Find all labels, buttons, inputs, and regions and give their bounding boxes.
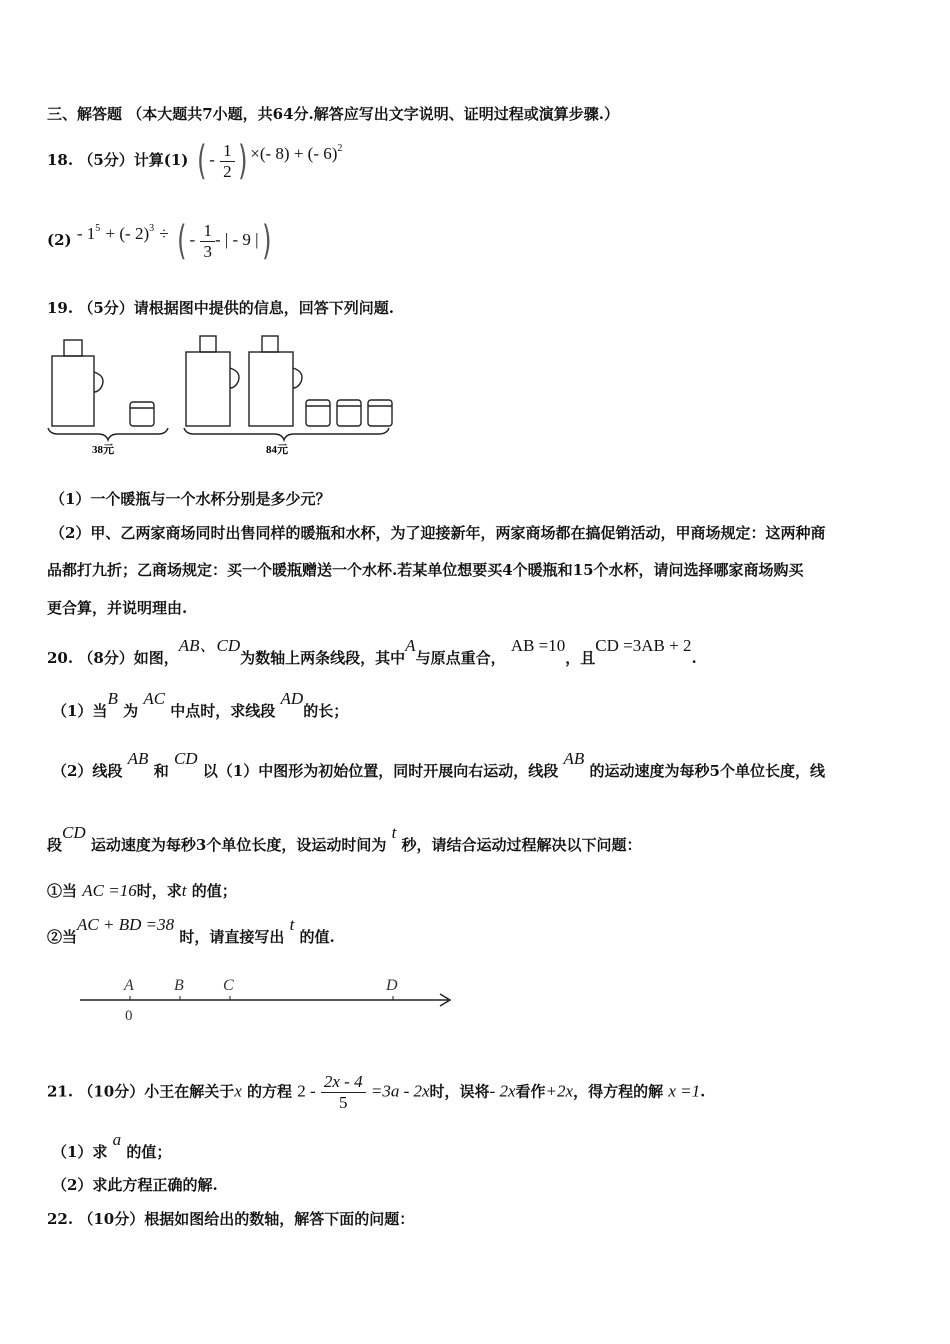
q20-math-a: A xyxy=(405,636,416,655)
q20-s3-text-c: 秒，请结合运动过程解决以下问题： xyxy=(401,836,642,854)
q21-text-5: ，得方程的解 xyxy=(573,1082,664,1101)
thermos-cup-figure xyxy=(44,330,404,460)
question-18 xyxy=(47,138,342,184)
q21-text-3: 时，误将 xyxy=(429,1082,490,1101)
q20-c2-text-c: 的值. xyxy=(299,928,335,946)
fraction-one-third: $\frac{1}{3}$ xyxy=(200,221,215,262)
q21-text-1: 21. （10分）小王在解关于 xyxy=(47,1082,235,1101)
number-line-figure xyxy=(70,968,470,1028)
question-22: 22. （10分）根据如图给出的数轴，解答下面的问题： xyxy=(47,1210,415,1228)
q20-case2 xyxy=(47,915,335,947)
expr2-b: + (- 2) xyxy=(105,224,150,243)
q20-sub1 xyxy=(52,689,349,721)
expr-minus: - xyxy=(209,150,215,169)
q20-s1-text-c: 中点时，求线段 xyxy=(170,702,276,720)
q20-s3-text-a: 段 xyxy=(47,836,63,854)
thermos-icon xyxy=(64,340,82,356)
q20-c2-math: AC + BD =38 xyxy=(77,915,175,934)
q20-c2-text-b: 时，请直接写出 xyxy=(179,928,285,946)
price-left: 38元 xyxy=(92,444,114,456)
right-paren-2: ) xyxy=(261,218,272,264)
q20-sub2-cont xyxy=(47,823,642,855)
question-19: 19. （5分）请根据图中提供的信息，回答下列问题. xyxy=(47,299,394,317)
q21-math-x: x xyxy=(234,1081,242,1101)
q19-sub2-line2: 品都打九折；乙商场规定：买一个暖瓶赠送一个水杯.若某单位想要买4个暖瓶和15个水杯，请问选择哪家商场购买 xyxy=(47,561,804,579)
q19-sub2-line1: （2）甲、乙两家商场同时出售同样的暖瓶和水杯，为了迎接新年，两家商场都在搞促销活动，甲商场规定：这两种商 xyxy=(50,524,826,542)
q20-c1-text-a: ①当 xyxy=(47,882,78,900)
expr2-a-exp: 5 xyxy=(95,223,101,234)
q21-text-6: . xyxy=(700,1082,706,1101)
point-d-label: D xyxy=(386,977,398,994)
q20-c1-math: AC =16 xyxy=(82,881,137,900)
q21-text-4: 看作 xyxy=(515,1082,546,1101)
q20-c1-text-c: 的值； xyxy=(191,882,237,900)
q20-s1-text-a: （1）当 xyxy=(52,702,108,720)
q20-s1-text-b: 为 xyxy=(123,702,139,720)
q20-c2-text-a: ②当 xyxy=(47,928,78,946)
q20-s1-text-d: 的长； xyxy=(303,702,349,720)
q21-math-neg2x: - 2x xyxy=(489,1081,516,1101)
q20-math-ab10: AB =10 xyxy=(510,636,566,655)
q20-c1-math-t: t xyxy=(181,881,187,900)
q19-sub2-line3: 更合算，并说明理由. xyxy=(47,599,188,617)
question-20 xyxy=(47,636,697,668)
point-c-label: C xyxy=(223,977,234,994)
q20-s1-math-ad: AD xyxy=(280,689,304,708)
q20-s2-math-ab: AB xyxy=(127,749,149,768)
left-paren-2: ( xyxy=(177,218,187,264)
expr2-b-exp: 3 xyxy=(149,223,155,234)
q18-label: 18. （5分）计算(1) xyxy=(47,151,189,169)
q21-math-pos2x: +2x xyxy=(545,1081,574,1101)
q21-s1-text-a: （1）求 xyxy=(52,1143,108,1161)
q20-math-abcd: AB、CD xyxy=(178,636,241,655)
q20-text-3: 与原点重合， xyxy=(415,649,506,667)
point-b-label: B xyxy=(174,977,184,994)
left-paren: ( xyxy=(196,138,207,184)
fraction-one-half: $\frac{1}{2}$ xyxy=(220,141,235,182)
q20-case1 xyxy=(47,880,237,901)
point-a-label: A xyxy=(124,977,134,994)
q21-sub2: （2）求此方程正确的解. xyxy=(52,1176,218,1194)
q21-sub1 xyxy=(52,1130,172,1162)
brace-right xyxy=(184,428,389,440)
q20-text-5: . xyxy=(691,649,697,667)
expr1-exp: 2 xyxy=(337,143,343,154)
origin-label: 0 xyxy=(125,1008,133,1024)
expr2-div: ÷ xyxy=(159,224,169,243)
q20-math-cd: CD =3AB + 2 xyxy=(595,636,692,655)
question-21 xyxy=(47,1072,705,1113)
cup-icon xyxy=(130,402,154,426)
q20-text-4: ，且 xyxy=(565,649,596,667)
q20-s2-text-d: 的运动速度为每秒5个单位长度，线 xyxy=(589,762,825,780)
q21-math-sol: x =1 xyxy=(668,1081,701,1101)
q21-s1-math-a: a xyxy=(112,1130,122,1149)
q20-c1-text-b: 时，求 xyxy=(136,882,182,900)
expr2-tail: - | - 9 | xyxy=(214,230,259,249)
expr2-a: - 1 xyxy=(76,224,96,243)
q20-s2-text-a: （2）线段 xyxy=(52,762,123,780)
expr1-rest: ×(- 8) + (- 6) xyxy=(250,144,338,163)
q20-s2-math-ab2: AB xyxy=(563,749,585,768)
q21-text-2: 的方程 xyxy=(246,1082,292,1101)
q20-s1-math-b: B xyxy=(107,689,118,708)
brace-left xyxy=(48,428,168,440)
right-paren: ) xyxy=(237,138,248,184)
q20-s2-text-b: 和 xyxy=(153,762,169,780)
q21-fraction: $\frac{2x - 4}{5}$ xyxy=(321,1072,366,1113)
q21-eq-b: =3a - 2x xyxy=(370,1081,430,1101)
q20-s3-math-t: t xyxy=(391,823,397,842)
q20-c2-math-t: t xyxy=(289,915,295,934)
q21-s1-text-b: 的值； xyxy=(126,1143,172,1161)
q20-sub2 xyxy=(52,749,825,781)
q20-s3-math-cd: CD xyxy=(62,823,86,842)
expr2-minus: - xyxy=(189,230,196,249)
q21-eq-a: 2 - xyxy=(297,1081,316,1101)
q19-sub1: （1）一个暖瓶与一个水杯分别是多少元？ xyxy=(50,490,331,508)
q20-s3-text-b: 运动速度为每秒3个单位长度，设运动时间为 xyxy=(90,836,387,854)
q20-s2-text-c: 以（1）中图形为初始位置，同时开展向右运动，线段 xyxy=(202,762,559,780)
q20-text-2: 为数轴上两条线段，其中 xyxy=(240,649,406,667)
price-right: 84元 xyxy=(266,444,288,456)
q20-s2-math-cd: CD xyxy=(173,749,198,768)
q20-s1-math-ac: AC xyxy=(143,689,166,708)
q20-text-1: 20. （8分）如图， xyxy=(47,649,179,667)
q18-part2-label: (2) xyxy=(47,231,72,249)
section-header: 三、解答题 （本大题共7小题，共64分.解答应写出文字说明、证明过程或演算步骤.） xyxy=(47,105,619,123)
question-18-part2 xyxy=(47,218,274,264)
